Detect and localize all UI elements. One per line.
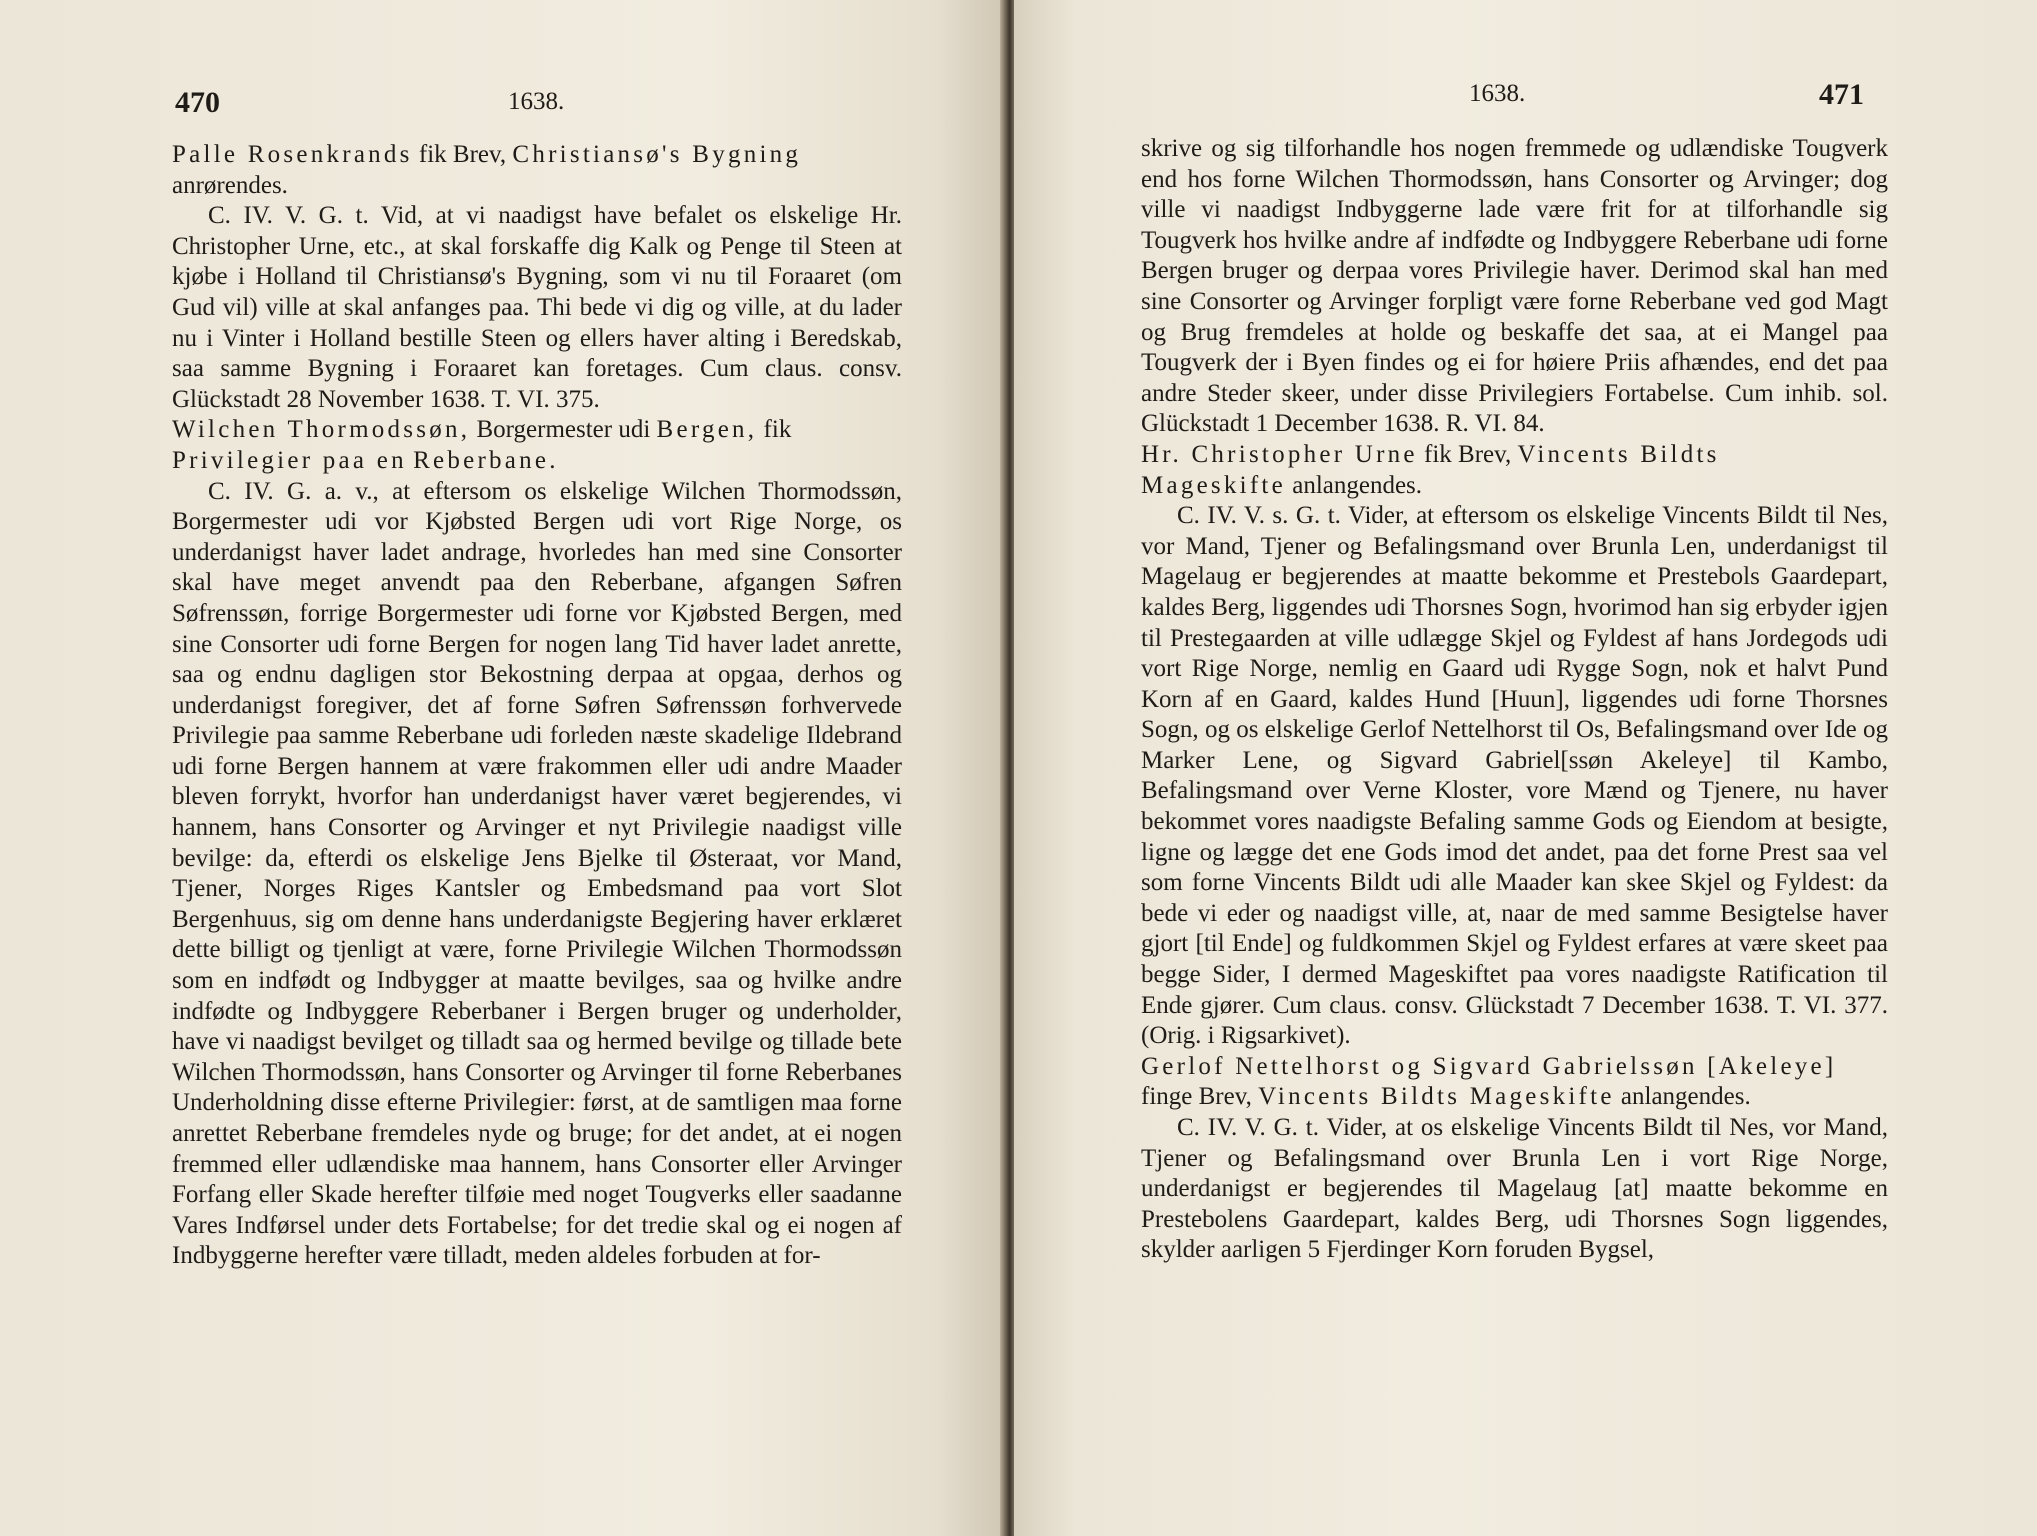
entry-heading: Hr. Christopher Urne fik Brev, Vincents Bildts Mageskifte anlangendes. [1141, 440, 1720, 499]
running-title: 1638. [1469, 80, 1526, 107]
running-title: 1638. [508, 88, 565, 115]
entry-body: C. IV. V. G. t. Vider, at os elskelige Vincents Bildt til Nes, vor Mand, Tjener og Befalingsmand over Brunla Len i vort Rige Norge, underdanigst er begjerendes til Magelaug [at] maatte bekomme en Prestebolens Gaardepart, kaldes Berg, udi Thorsnes Sogn liggendes, skylder aarligen 5 Fjerdinger Korn foruden Bygsel, [1141, 1114, 1888, 1264]
page-number: 470 [175, 86, 220, 119]
left-page [0, 0, 1006, 1536]
entry-heading: Palle Rosenkrands fik Brev, Christiansø's Bygning anrørendes. [172, 141, 802, 199]
entry-heading: Wilchen Thormodssøn, Borgermester udi Bergen, fik Privilegier paa en Reberbane. [172, 416, 792, 474]
page-number: 471 [1819, 78, 1864, 111]
right-page [1014, 0, 2037, 1536]
page-text [1141, 134, 1888, 1266]
entry-body: skrive og sig tilforhandle hos nogen fremmede og udlændiske Tougverk end hos forne Wilchen Thormodssøn, hans Consorter og Arvinger; dog ville vi naadigst Indbyggerne lade være frit for at tilforhandle sig Tougverk hos hvilke andre af indfødte og Indbyggere Reberbane udi forne Bergen bruger og derpaa vores Privilegie haver. Derimod skal han med sine Consorter og Arvinger forpligt være forne Reberbane ved god Magt og Brug fremdeles at holde og beskaffe det saa, at ei Mangel paa Tougverk der i Byen findes og ei for høiere Priis afhændes, end det paa andre Steder skeer, under disse Privilegiers Fortabelse. Cum inhib. sol. Glückstadt 1 December 1638. R. VI. 84. [1141, 135, 1888, 438]
entry-body: C. IV. G. a. v., at eftersom os elskelige Wilchen Thormodssøn, Borgermester udi vor Kjøbsted Bergen udi vort Rige Norge, os underdanigst haver ladet andrage, hvorledes han med sine Consorter skal have meget anvendt paa den Reberbane, afgangen Søfren Søfrenssøn, forrige Borgermester udi forne vor Kjøbsted Bergen, med sine Consorter udi forne Bergen for nogen lang Tid haver ladet anrette, saa og endnu dagligen stor Bekostning derpaa at opgaa, derhos og underdanigst foregiver, det af forne Søfren Søfrenssøn forhvervede Privilegie paa samme Reberbane udi forleden næste skadelige Ildebrand udi forne Bergen hannem at være frakommen eller udi andre Maader bleven forrykt, hvorfor han underdanigst haver været begjerendes, vi hannem, hans Consorter og Arvinger et nyt Privilegie naadigst ville bevilge: da, efterdi os elskelige Jens Bjelke til Østeraat, vor Mand, Tjener, Norges Riges Kantsler og Embedsmand paa vort Slot Bergenhuus, sig om denne hans underdanigste Begjering haver erklæret dette billigt og tjenligt at være, forne Privilegie Wilchen Thormodssøn som en indfødt og Indbygger at maatte bevilges, saa og hvilke andre indfødte og Indbyggere Reberbaner i Bergen bruger og underholder, have vi naadigst bevilget og tilladt saa og hermed bevilge og tillade bete Wilchen Thormodssøn, hans Consorter og Arvinger til forne Reberbanes Underholdning disse efterne Privilegier: først, at de samtligen maa forne anrettet Reberbane fremdeles nyde og bruge; for det andet, at ei nogen fremmed eller udlændiske maa hannem, hans Consorter eller Arvinger Forfang eller Skade herefter tilføie med noget Tougverks eller saadanne Vares Indførsel under dets Fortabelse; for det tredie skal og ei nogen af Indbyggerne herefter være tilladt, meden aldeles forbuden at for- [172, 477, 902, 1270]
entry-heading: Gerlof Nettelhorst og Sigvard Gabrielssøn [Akeleye] finge Brev, Vincents Bildts Mageskifte anlangendes. [1141, 1052, 1837, 1111]
entry-body: C. IV. V. G. t. Vid, at vi naadigst have befalet os elskelige Hr. Christopher Urne, etc., at skal forskaffe dig Kalk og Penge til Steen at kjøbe i Holland til Christiansø's Bygning, som vi nu til Foraaret (om Gud vil) ville at skal anfanges paa. Thi bede vi dig og ville, at du lader nu i Vinter i Holland bestille Steen og ellers haver alting i Beredskab, saa samme Bygning i Foraaret kan foretages. Cum claus. consv. Glückstadt 28 November 1638. T. VI. 375. [172, 202, 902, 413]
page-text [172, 140, 902, 1272]
entry-body: C. IV. V. s. G. t. Vider, at eftersom os elskelige Vincents Bildt til Nes, vor Mand, Tjener og Befalingsmand over Brunla Len, underdanigst til Magelaug er begjerendes at maatte bekomme et Prestebols Gaardepart, kaldes Berg, liggendes udi Thorsnes Sogn, hvorimod han sig erbyder igjen til Prestegaarden at ville udlægge Skjel og Fyldest af hans Jordegods udi vort Rige Norge, nemlig en Gaard udi Rygge Sogn, nok et halvt Pund Korn af en Gaard, kaldes Hund [Huun], liggendes udi forne Thorsnes Sogn, og os elskelige Gerlof Nettelhorst til Os, Befalingsmand over Ide og Marker Lene, og Sigvard Gabriel[ssøn Akeleye] til Kambo, Befalingsmand over Verne Kloster, vore Mænd og Tjenere, nu haver bekommet vores naadigste Befaling samme Gods og Eiendom at besigte, ligne og lægge det ene Gods imod det andet, paa det forne Prest saa vel som forne Vincents Bildt udi alle Maader kan skee Skjel og Fyldest: da bede vi eder og naadigst ville, at, naar de med samme Besigtelse haver gjort [til Ende] og fuldkommen Skjel og Fyldest erfares at være skeet paa begge Sider, I dermed Mageskiftet paa vores naadigste Ratification til Ende gjører. Cum claus. consv. Glückstadt 7 December 1638. T. VI. 377. (Orig. i Rigsarkivet). [1141, 502, 1888, 1050]
